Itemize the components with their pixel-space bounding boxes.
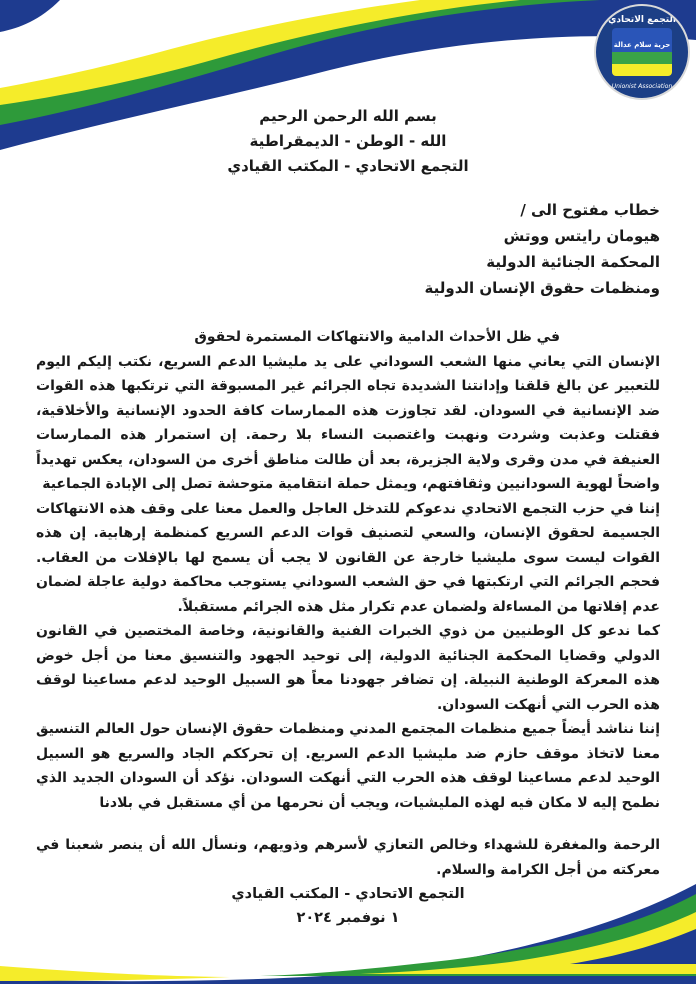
unionist-association-logo (594, 4, 690, 100)
paragraph-1-rest: الإنسان التي يعاني منها الشعب السوداني على يد مليشيا الدعم السريع، نكتب إليكم اليوم للتعبير عن بالغ قلقنا وإدانتنا الشديدة تجاه الجرائم غير المسبوقة التي ترتكبها هذه القوات ضد الإنسانية في السودان. لقد تجاوزت هذه الممارسات كافة الحدود الإنسانية والأخلاقية، فقتلت وعذبت وشردت ونهبت واغتصبت النساء بلا رحمة. إن استمرار هذه الممارسات العنيفة في مدن وقرى ولاية الجزيرة، بعد أن طالت مناطق أخرى من السودان، يعكس تهديداً واضحاً لهوية السودانيين وثقافتهم، ويمثل حملة انتقامية متوحشة تصل إلى الإبادة الجماعية (36, 353, 660, 492)
paragraph-3: كما ندعو كل الوطنيين من ذوي الخبرات الفنية والقانونية، وخاصة المختصين في القانون الدولي وقضايا المحكمة الجنائية الدولية، إلى توحيد الجهود والتنسيق معنا من أجل خوض هذه المعركة الوطنية النبيلة. إن تضافر جهودنا معاً هو السبيل الوحيد لدعم مساعينا لوقف هذه الحرب التي أنهكت السودان. (36, 623, 660, 713)
paragraph-4: إننا نناشد أيضاً جميع منظمات المجتمع المدني ومنظمات حقوق الإنسان حول العالم التنسيق معنا لاتخاذ موقف حازم ضد مليشيا الدعم السريع. إن تحرككم الجاد والسريع هو السبيل الوحيد لدعم مساعينا لوقف هذه الحرب التي أنهكت السودان. نؤكد أن السودان الجديد الذي نطمح إليه لا مكان فيه لهذه المليشيات، ويجب أن نحرمها من أي مستقبل في بلادنا (36, 721, 660, 811)
closing-paragraph: الرحمة والمغفرة للشهداء وخالص التعازي لأسرهم وذويهم، ونسأل الله أن ينصر شعبنا في معركته من أجل الكرامة والسلام. (36, 837, 660, 878)
address-line-2: المحكمة الجنائية الدولية (486, 253, 660, 271)
motto: الله - الوطن - الديمقراطية (249, 132, 447, 150)
header-org: التجمع الاتحادي - المكتب القيادي (227, 157, 469, 175)
address-line-1: هيومان رايتس ووتش (503, 227, 660, 245)
letter-body (36, 104, 660, 930)
paragraph-2: إننا في حزب التجمع الاتحادي ندعوكم للتدخل العاجل والعمل معنا على وقف هذه الانتهاكات الجسيمة لحقوق الإنسان، والسعي لتصنيف قوات الدعم السريع كمنظمة إرهابية. إن هذه القوات ليست سوى مليشيا خارجة عن القانون لا يجب أن يسمح لها بالإفلات من العقاب. فحجم الجرائم التي ارتكبتها في حق الشعب السوداني يستوجب محاكمة دولية عاجلة لضمان عدم إفلاتها من المساءلة ولضمان عدم تكرار مثل هذه الجرائم مستقبلاً. (36, 500, 660, 615)
paragraph-1 (36, 325, 660, 497)
logo-slogan: حرية سلام عدالة (613, 41, 671, 49)
logo-ring-text: التجمع الاتحادي (608, 15, 676, 25)
address-line-3: ومنظمات حقوق الإنسان الدولية (424, 279, 660, 297)
signature-date: ١ نوفمبر ٢٠٢٤ (296, 910, 400, 926)
logo-ring-text-en: Unionist Association (611, 83, 673, 90)
basmala: بسم الله الرحمن الرحيم (259, 107, 437, 125)
logo-flag (612, 28, 672, 76)
signature-org: التجمع الاتحادي - المكتب القيادي (231, 886, 465, 902)
address-label: خطاب مفتوح الى / (520, 201, 660, 219)
paragraph-1-first-line: في ظل الأحداث الدامية والانتهاكات المستمرة لحقوق (194, 329, 560, 345)
